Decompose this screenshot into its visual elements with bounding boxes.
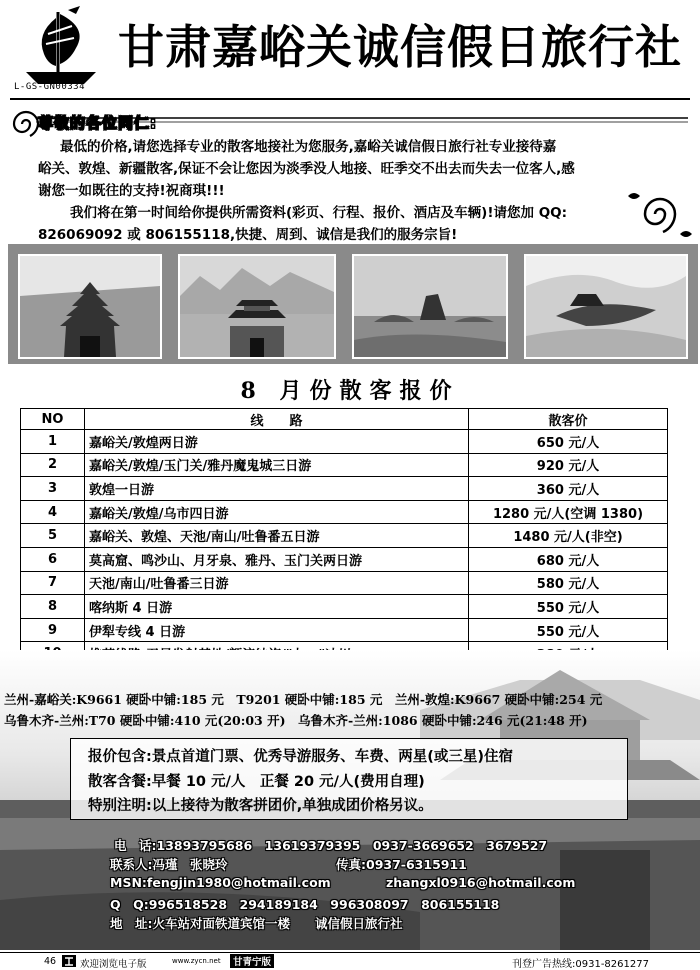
footer-site: www.zycn.net [172,957,221,965]
contact-address: 地 址:火车站对面铁道宾馆一楼 诚信假日旅行社 [110,916,403,931]
footer-left-text: 欢迎浏览电子版 [80,959,147,970]
header-divider [10,98,690,100]
train-info-2: 乌鲁木齐-兰州:T70 硬卧中铺:410 元(20:03 开) 乌鲁木齐-兰州:1086 硬卧中铺:246 元(21:48 开) [4,713,588,728]
footer-edition: 甘青宁版 [230,954,274,968]
header-route: 线 路 [85,409,469,430]
photo-jiayuguan-fort [178,254,336,359]
includes-line-3: 特别注明:以上接待为散客拼团价,单独成团价格另议。 [88,798,433,814]
license-code: L-GS-GN00334 [14,82,86,92]
row-route: 伊犁专线 4 日游 [85,618,469,642]
contact-msn: MSN:fengjin1980@hotmail.com [110,875,331,890]
footer-divider [0,952,700,953]
row-route: 莫高窟、鸣沙山、月牙泉、雅丹、玉门关两日游 [85,547,469,571]
table-row [21,595,668,619]
greeting: 尊敬的各位同仁: [38,114,157,132]
row-no: 7 [21,571,85,595]
row-price: 550 元/人 [469,595,668,619]
row-price: 1480 元/人(非空) [469,524,668,548]
photo-crescent-lake [524,254,688,359]
contact-phone: 电 话:13893795686 13619379395 0937-3669652 3679527 [114,838,548,853]
row-route: 嘉峪关/敦煌/乌市四日游 [85,500,469,524]
row-price: 550 元/人 [469,618,668,642]
contact-person: 联系人:冯瑾 张晓玲 [110,857,228,872]
footer-hotline: 刊登广告热线:0931-8261277 [512,959,649,970]
row-no: 1 [21,430,85,454]
row-route: 嘉峪关/敦煌/玉门关/雅丹魔鬼城三日游 [85,453,469,477]
intro-line-1: 最低的价格,请您选择专业的散客地接社为您服务,嘉峪关诚信假日旅行社专业接待嘉 [60,139,557,155]
table-row [21,477,668,501]
header-price: 散客价 [469,409,668,430]
row-no: 8 [21,595,85,619]
table-header-row [21,409,668,430]
price-table [20,408,668,666]
row-no: 4 [21,500,85,524]
row-price: 650 元/人 [469,430,668,454]
includes-line-2: 散客含餐:早餐 10 元/人 正餐 20 元/人(费用自理) [88,774,425,790]
header-no: NO [21,409,85,430]
table-row [21,500,668,524]
row-price: 680 元/人 [469,547,668,571]
row-route: 嘉峪关、敦煌、天池/南山/吐鲁番五日游 [85,524,469,548]
row-price: 1280 元/人(空调 1380) [469,500,668,524]
intro-line-4: 我们将在第一时间给你提供所需资料(彩页、行程、报价、酒店及车辆)!请您加 QQ: [70,205,568,221]
table-row [21,547,668,571]
table-row [21,524,668,548]
swirl-ornament-right-icon [620,186,696,242]
row-no: 2 [21,453,85,477]
row-no: 9 [21,618,85,642]
row-route: 天池/南山/吐鲁番三日游 [85,571,469,595]
intro-line-3: 谢您一如既往的支持!祝商琪!!! [38,183,225,199]
table-row [21,430,668,454]
section-title: 8 月份散客报价 [240,378,460,404]
train-info-1: 兰州-嘉峪关:K9661 硬卧中铺:185 元 T9201 硬卧中铺:185 元 兰州-敦煌:K9667 硬卧中铺:254 元 [4,692,603,707]
intro-line-5: 826069092 或 806155118,快捷、周到、诚信是我们的服务宗旨! [38,227,458,243]
footer-page-number: 46 [44,956,57,967]
row-route: 喀纳斯 4 日游 [85,595,469,619]
row-price: 360 元/人 [469,477,668,501]
row-price: 580 元/人 [469,571,668,595]
publication-mark-icon [62,955,76,967]
contact-email: zhangxl0916@hotmail.com [386,875,576,890]
photo-yadan-landform [352,254,508,359]
contact-qq: Q Q:996518528 294189184 996308097 806155118 [110,897,500,912]
table-row [21,453,668,477]
row-route: 嘉峪关/敦煌两日游 [85,430,469,454]
row-no: 3 [21,477,85,501]
table-row [21,571,668,595]
includes-line-1: 报价包含:景点首道门票、优秀导游服务、车费、两星(或三星)住宿 [88,749,514,765]
row-price: 920 元/人 [469,453,668,477]
row-no: 5 [21,524,85,548]
agency-title: 甘肃嘉峪关诚信假日旅行社 [118,20,682,74]
table-row [21,618,668,642]
intro-line-2: 峪关、敦煌、新疆散客,保证不会让您因为淡季没人地接、旺季交不出去而失去一位客人,感 [38,161,575,177]
photo-mogao-caves [18,254,162,359]
row-route: 敦煌一日游 [85,477,469,501]
contact-fax: 传真:0937-6315911 [336,857,467,872]
row-no: 6 [21,547,85,571]
